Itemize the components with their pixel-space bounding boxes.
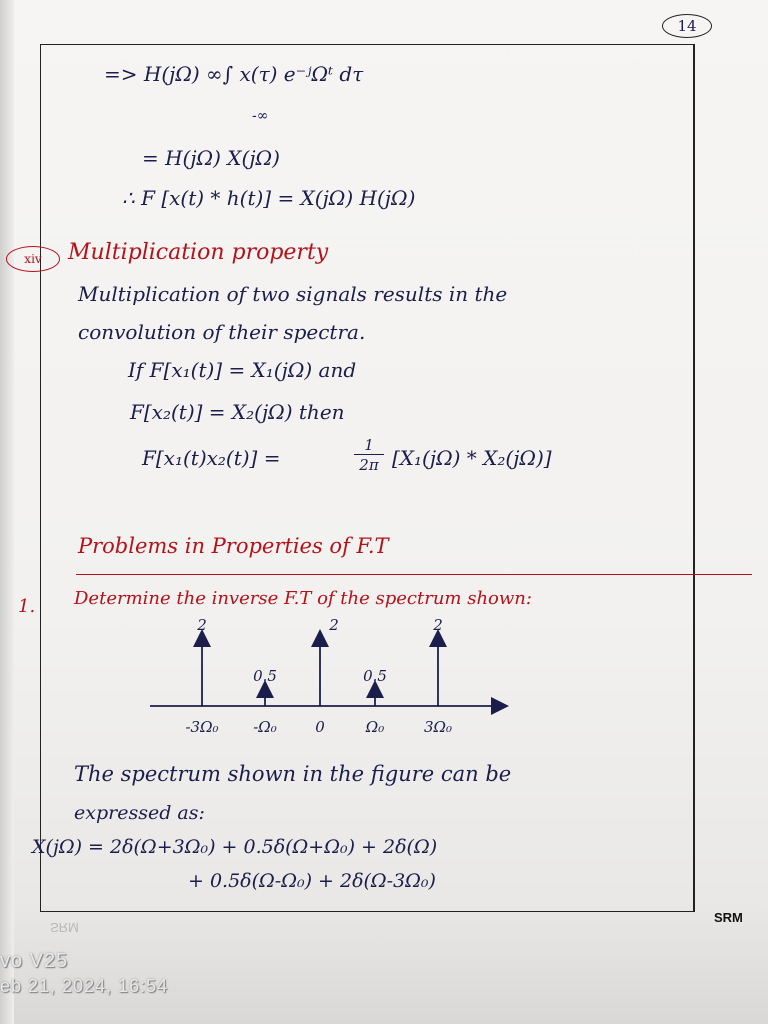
- impulse-position-label: -3Ω₀: [185, 718, 219, 736]
- if-line: If F[x₁(t)] = X₁(jΩ) and: [128, 358, 357, 382]
- section-body-line-1: Multiplication of two signals results in the: [78, 282, 508, 306]
- camera-watermark-timestamp: eb 21, 2024, 16:54: [0, 976, 169, 996]
- solution-line-1: The spectrum shown in the figure can be: [74, 762, 512, 786]
- result-fraction-denominator: 2π: [359, 456, 379, 474]
- problem-number: 1.: [18, 596, 36, 617]
- brand-mark: SRM: [714, 910, 743, 925]
- page-edge: [0, 0, 14, 1024]
- derivation-line-1: => H(jΩ) ∞∫ x(τ) e⁻ʲΩᵗ dτ: [104, 62, 364, 86]
- derivation-line-3: ∴ F [x(t) * h(t)] = X(jΩ) H(jΩ): [122, 186, 416, 210]
- impulse-height-label: 0.5: [363, 667, 387, 685]
- impulse-position-label: -Ω₀: [253, 718, 277, 736]
- solution-equation-2: + 0.5δ(Ω-Ω₀) + 2δ(Ω-3Ω₀): [188, 870, 436, 892]
- derivation-line-2: = H(jΩ) X(jΩ): [142, 146, 280, 170]
- impulse-height-label: 2: [433, 616, 443, 634]
- impulse-position-label: Ω₀: [365, 718, 385, 736]
- impulse-spectrum-plot: [140, 600, 540, 750]
- faint-show-through-mark: SRM: [50, 920, 79, 935]
- section-title: Multiplication property: [68, 240, 329, 265]
- result-rhs: [X₁(jΩ) * X₂(jΩ)]: [392, 446, 552, 470]
- problems-underline: [76, 574, 752, 575]
- page-number: 14: [662, 14, 712, 38]
- then-line: F[x₂(t)] = X₂(jΩ) then: [130, 400, 345, 424]
- problems-heading: Problems in Properties of F.T: [78, 534, 389, 558]
- solution-equation-1: X(jΩ) = 2δ(Ω+3Ω₀) + 0.5δ(Ω+Ω₀) + 2δ(Ω): [32, 836, 438, 858]
- result-fraction-numerator: 1: [354, 436, 384, 455]
- impulse-height-label: 2: [329, 616, 339, 634]
- section-number: xiv: [6, 246, 60, 272]
- section-body-line-2: convolution of their spectra.: [78, 320, 366, 344]
- impulse-position-label: 0: [315, 718, 325, 736]
- impulse-position-label: 3Ω₀: [424, 718, 452, 736]
- impulse-height-label: 0.5: [253, 667, 277, 685]
- camera-watermark-device: vo V25: [0, 950, 69, 972]
- result-lhs: F[x₁(t)x₂(t)] =: [142, 446, 281, 470]
- integral-lower-limit: -∞: [252, 108, 269, 124]
- impulse-height-label: 2: [197, 616, 207, 634]
- solution-line-2: expressed as:: [74, 802, 205, 824]
- problem-statement: Determine the inverse F.T of the spectrum shown:: [74, 588, 532, 609]
